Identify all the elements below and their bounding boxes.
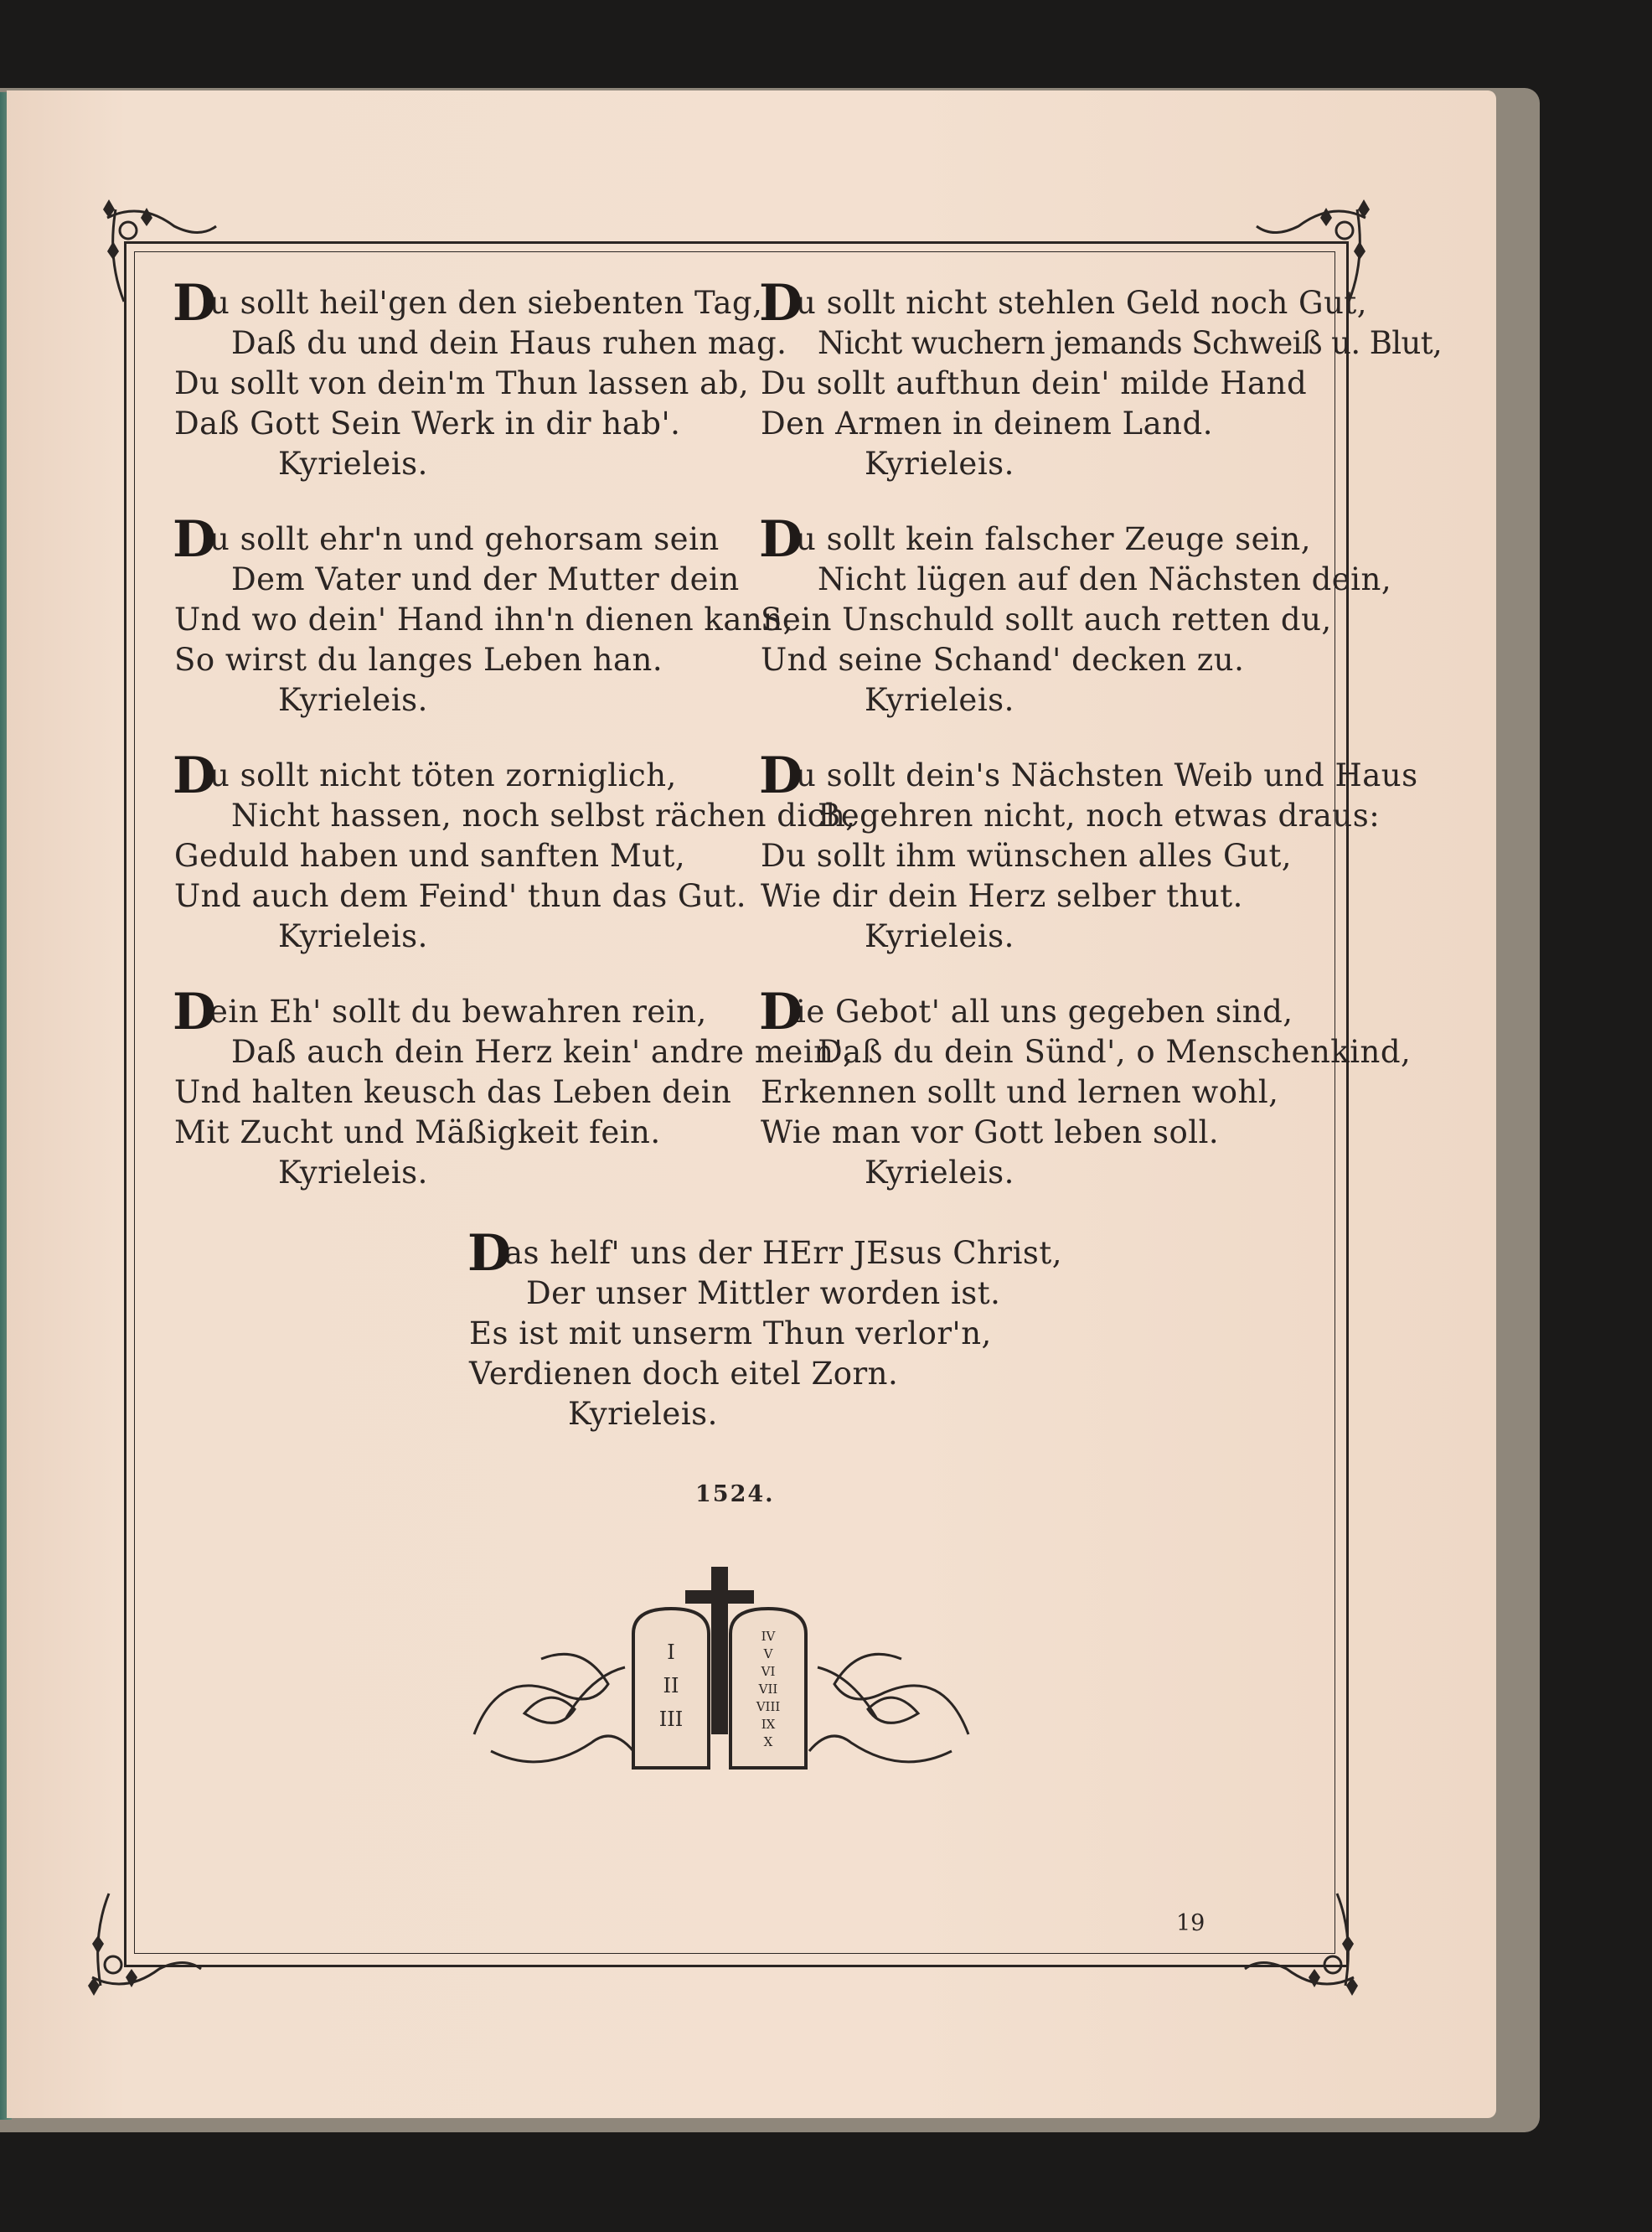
- stanza-1: [173, 274, 787, 484]
- drop-cap: D: [173, 274, 217, 333]
- verse-line: Du sollt ihm wünschen alles Gut,: [761, 838, 1293, 874]
- year-label: 1524.: [695, 1481, 775, 1507]
- verse-line: Nicht hassen, noch selbst rächen dich,: [231, 798, 856, 834]
- verse-line: Du sollt aufthun dein' milde Hand: [761, 365, 1308, 401]
- tablet-numeral: VI: [761, 1664, 776, 1679]
- stanza-6: [759, 510, 1392, 721]
- verse-line: u sollt dein's Nächsten Weib und Haus: [796, 757, 1418, 793]
- verse-line: Und wo dein' Hand ihn'n dienen kann,: [174, 602, 793, 638]
- left-column: [173, 274, 856, 1228]
- verse-line: as helf' uns der HErr JEsus Christ,: [504, 1235, 1063, 1271]
- refrain: Kyrieleis.: [278, 1155, 428, 1191]
- refrain: Kyrieleis.: [865, 682, 1014, 718]
- right-column: [759, 274, 1443, 1228]
- verse-line: Mit Zucht und Mäßigkeit fein.: [174, 1114, 661, 1150]
- refrain: Kyrieleis.: [278, 682, 428, 718]
- tablet-numeral: VII: [758, 1682, 778, 1697]
- drop-cap: D: [759, 983, 803, 1041]
- verse-line: Und halten keusch das Leben dein: [174, 1074, 732, 1110]
- page-number: 19: [1176, 1910, 1205, 1936]
- drop-cap: D: [467, 1224, 512, 1283]
- refrain: Kyrieleis.: [865, 918, 1014, 954]
- drop-cap: D: [759, 274, 803, 333]
- tablet-numeral: IV: [761, 1629, 776, 1644]
- verse-line: Der unser Mittler worden ist.: [526, 1275, 1001, 1311]
- verse-line: Geduld haben und sanften Mut,: [174, 838, 686, 874]
- refrain: Kyrieleis.: [568, 1396, 718, 1432]
- verse-line: Du sollt von dein'm Thun lassen ab,: [174, 365, 750, 401]
- drop-cap: D: [759, 510, 803, 569]
- tablet-numeral: X: [763, 1734, 773, 1749]
- verse-line: u sollt nicht töten zorniglich,: [209, 757, 677, 793]
- drop-cap: D: [173, 983, 217, 1041]
- verse-line: Es ist mit unserm Thun verlor'n,: [469, 1315, 992, 1351]
- refrain: Kyrieleis.: [278, 446, 428, 482]
- verse-line: Nicht lügen auf den Nächsten dein,: [818, 561, 1392, 597]
- stanza-2: [173, 510, 793, 721]
- refrain: Kyrieleis.: [278, 918, 428, 954]
- tablet-numeral: V: [763, 1646, 773, 1661]
- verse-line: Begehren nicht, noch etwas draus:: [818, 798, 1381, 834]
- verse-line: Und auch dem Feind' thun das Gut.: [174, 878, 747, 914]
- verse-line: Und seine Schand' decken zu.: [761, 642, 1245, 678]
- verse-line: So wirst du langes Leben han.: [174, 642, 663, 678]
- refrain: Kyrieleis.: [865, 446, 1014, 482]
- stanza-7: [759, 747, 1418, 957]
- refrain: Kyrieleis.: [865, 1155, 1014, 1191]
- tablet-numeral: I: [667, 1640, 675, 1664]
- verse-line: Daß auch dein Herz kein' andre mein',: [231, 1034, 854, 1070]
- verse-line: Daß Gott Sein Werk in dir hab'.: [174, 406, 681, 442]
- verse-line: u sollt kein falscher Zeuge sein,: [796, 521, 1311, 557]
- drop-cap: D: [173, 747, 217, 805]
- stanza-4: [173, 983, 854, 1193]
- verse-line: Wie man vor Gott leben soll.: [761, 1114, 1220, 1150]
- verse-line: Daß du und dein Haus ruhen mag.: [231, 325, 787, 361]
- tablet-numeral: VIII: [756, 1699, 781, 1714]
- verse-line: Erkennen sollt und lernen wohl,: [761, 1074, 1279, 1110]
- stanza-3: [173, 747, 856, 957]
- ten-commandments-emblem: [466, 1567, 977, 1785]
- tablet-numeral: IX: [761, 1717, 776, 1732]
- stanza-5: [759, 274, 1443, 484]
- tablet-numeral: II: [663, 1674, 679, 1697]
- verse-line: ein Eh' sollt du bewahren rein,: [209, 994, 707, 1030]
- closing-stanza: [467, 1224, 1063, 1470]
- verse-line: u sollt nicht stehlen Geld noch Gut,: [796, 285, 1368, 321]
- verse-line: Daß du dein Sünd', o Menschenkind,: [818, 1034, 1412, 1070]
- tablet-numeral: III: [658, 1708, 684, 1731]
- corner-ornament-bottom-right: [1236, 1885, 1371, 2002]
- drop-cap: D: [173, 510, 217, 569]
- stanza-9: [467, 1224, 1063, 1434]
- verse-line: Nicht wuchern jemands Schweiß u. Blut,: [818, 325, 1443, 361]
- stanza-8: [759, 983, 1412, 1193]
- verse-line: u sollt heil'gen den siebenten Tag,: [209, 285, 763, 321]
- verse-line: Sein Unschuld sollt auch retten du,: [761, 602, 1332, 638]
- drop-cap: D: [759, 747, 803, 805]
- verse-line: Wie dir dein Herz selber thut.: [761, 878, 1243, 914]
- verse-line: ie Gebot' all uns gegeben sind,: [796, 994, 1293, 1030]
- verse-line: Den Armen in deinem Land.: [761, 406, 1213, 442]
- verse-line: Verdienen doch eitel Zorn.: [469, 1356, 899, 1392]
- corner-ornament-bottom-left: [75, 1885, 209, 2002]
- verse-line: Dem Vater und der Mutter dein: [231, 561, 740, 597]
- verse-line: u sollt ehr'n und gehorsam sein: [209, 521, 720, 557]
